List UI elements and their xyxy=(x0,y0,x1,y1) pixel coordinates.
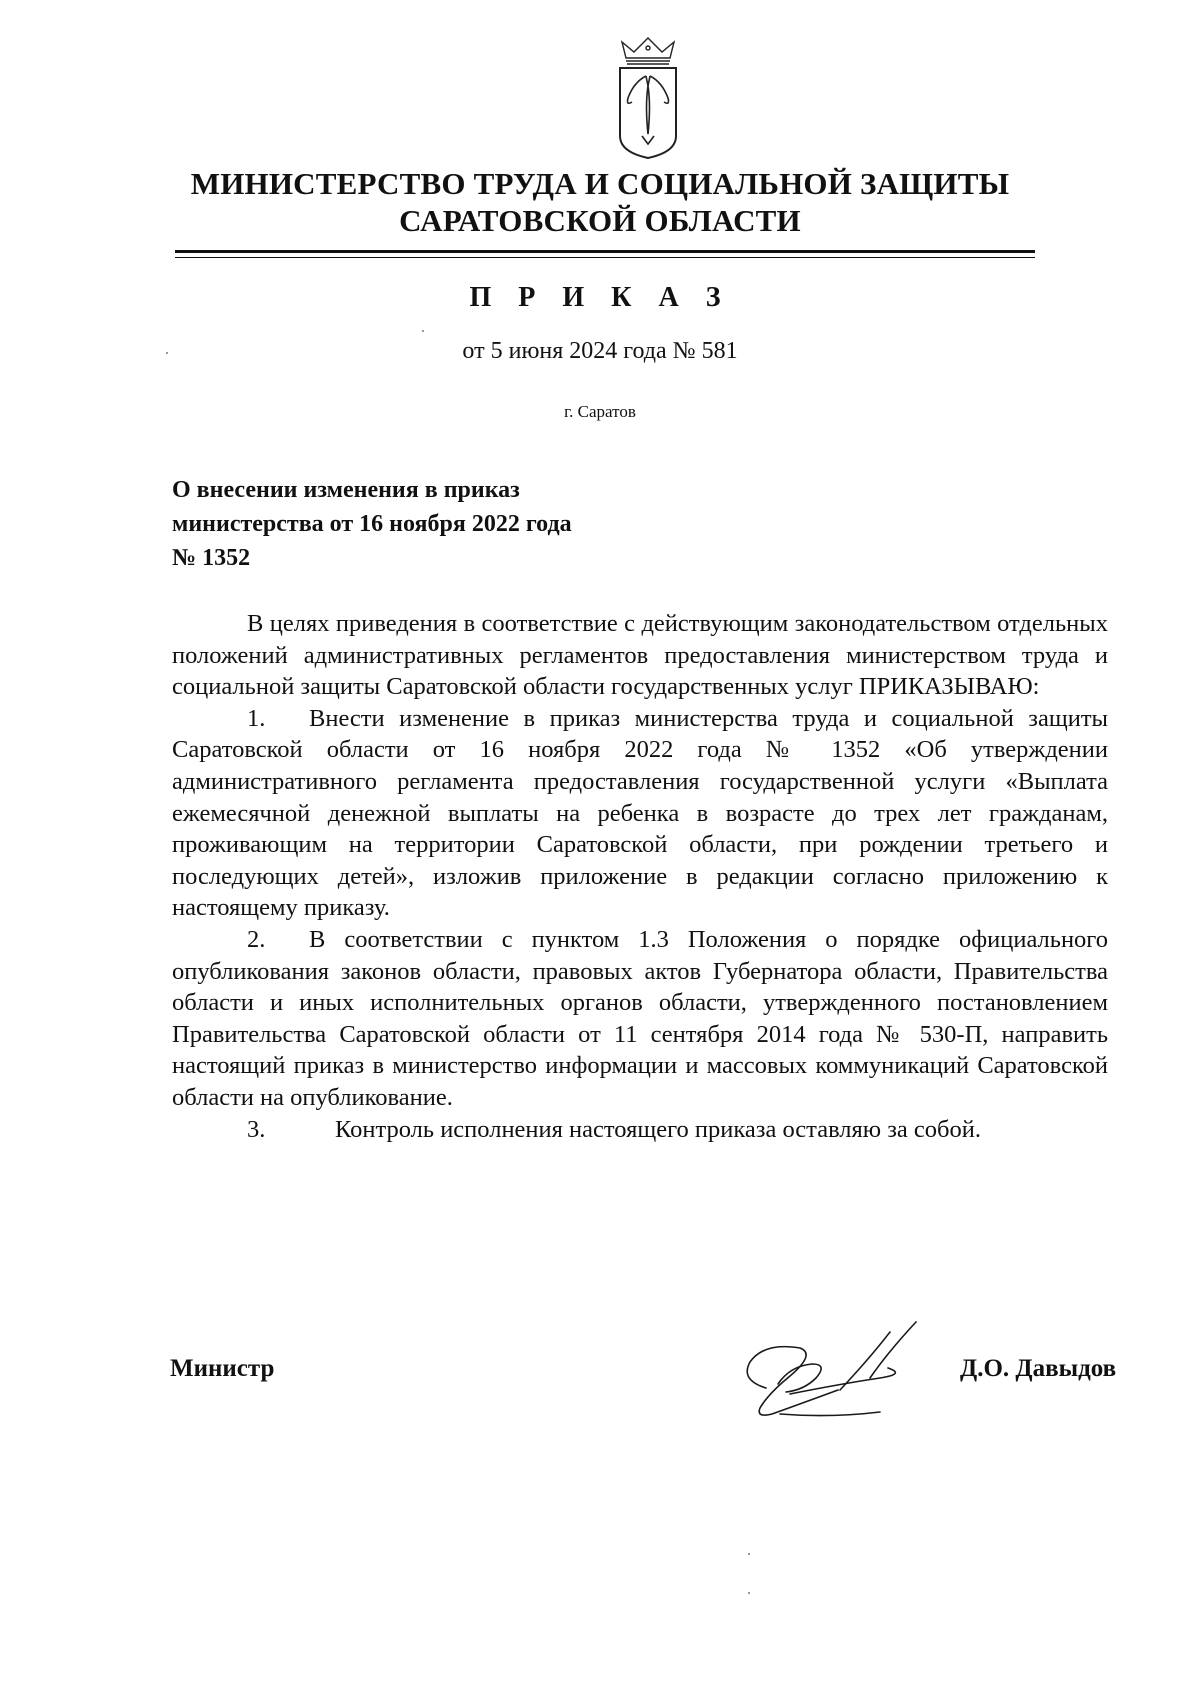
order-item-2-text: В соответствии с пунктом 1.3 Положения о порядке официального опубликования законов области, правовых актов Губернатора области, Правительства области и иных исполнительных органов области, утвержденного постановлением Правительства Саратовской области от 11 сентября 2014 года № 530-П, направить настоящий приказ в министерство информации и массовых коммуникаций Саратовской области на опубликование. xyxy=(172,925,1108,1111)
order-item-1-text: Внести изменение в приказ министерства труда и социальной защиты Саратовской области от 16 ноября 2022 года № 1352 «Об утверждении административного регламента предоставления государственной услуги «Выплата ежемесячной денежной выплаты на ребенка в возрасте до трех лет гражданам, проживающим на территории Саратовской области, при рождении третьего и последующих детей», изложив приложение в редакции согласно приложению к настоящему приказу. xyxy=(172,704,1108,922)
header-divider-thin xyxy=(175,257,1035,258)
subject-line2: министерства от 16 ноября 2022 года xyxy=(172,511,572,537)
scan-speck xyxy=(748,1553,750,1555)
document-body xyxy=(172,608,1108,1145)
document-subject xyxy=(172,473,572,575)
document-type: П Р И К А З xyxy=(469,282,731,313)
header-divider-thick xyxy=(175,250,1035,253)
subject-line1: О внесении изменения в приказ xyxy=(172,477,520,503)
signatory-title: Министр xyxy=(170,1355,275,1382)
order-item-3-number: 3. xyxy=(247,1115,266,1143)
preamble-paragraph: В целях приведения в соответствие с действующим законодательством отдельных положений административных регламентов предоставления министерством труда и социальной защиты Саратовской области государственных услуг ПРИКАЗЫВАЮ: xyxy=(172,610,1108,701)
order-item-2 xyxy=(172,924,1108,1114)
document-date-number: от 5 июня 2024 года № 581 xyxy=(462,338,738,364)
subject-line3: № 1352 xyxy=(172,545,251,571)
ministry-name xyxy=(170,165,1030,239)
order-item-3 xyxy=(172,1114,1108,1146)
order-item-1 xyxy=(172,703,1108,924)
saratov-coat-of-arms-icon xyxy=(612,36,684,160)
ministry-name-line1: МИНИСТЕРСТВО ТРУДА И СОЦИАЛЬНОЙ ЗАЩИТЫ xyxy=(190,166,1010,201)
handwritten-signature xyxy=(720,1318,960,1428)
scan-speck xyxy=(748,1592,750,1594)
ministry-name-line2: САРАТОВСКОЙ ОБЛАСТИ xyxy=(399,203,801,238)
order-item-3-text: Контроль исполнения настоящего приказа оставляю за собой. xyxy=(335,1115,981,1143)
scan-speck xyxy=(422,330,424,332)
order-item-2-number: 2. xyxy=(247,925,266,953)
signatory-name: Д.О. Давыдов xyxy=(960,1355,1117,1382)
document-city: г. Саратов xyxy=(564,402,636,421)
order-item-1-number: 1. xyxy=(247,704,266,732)
scan-speck xyxy=(166,352,168,354)
